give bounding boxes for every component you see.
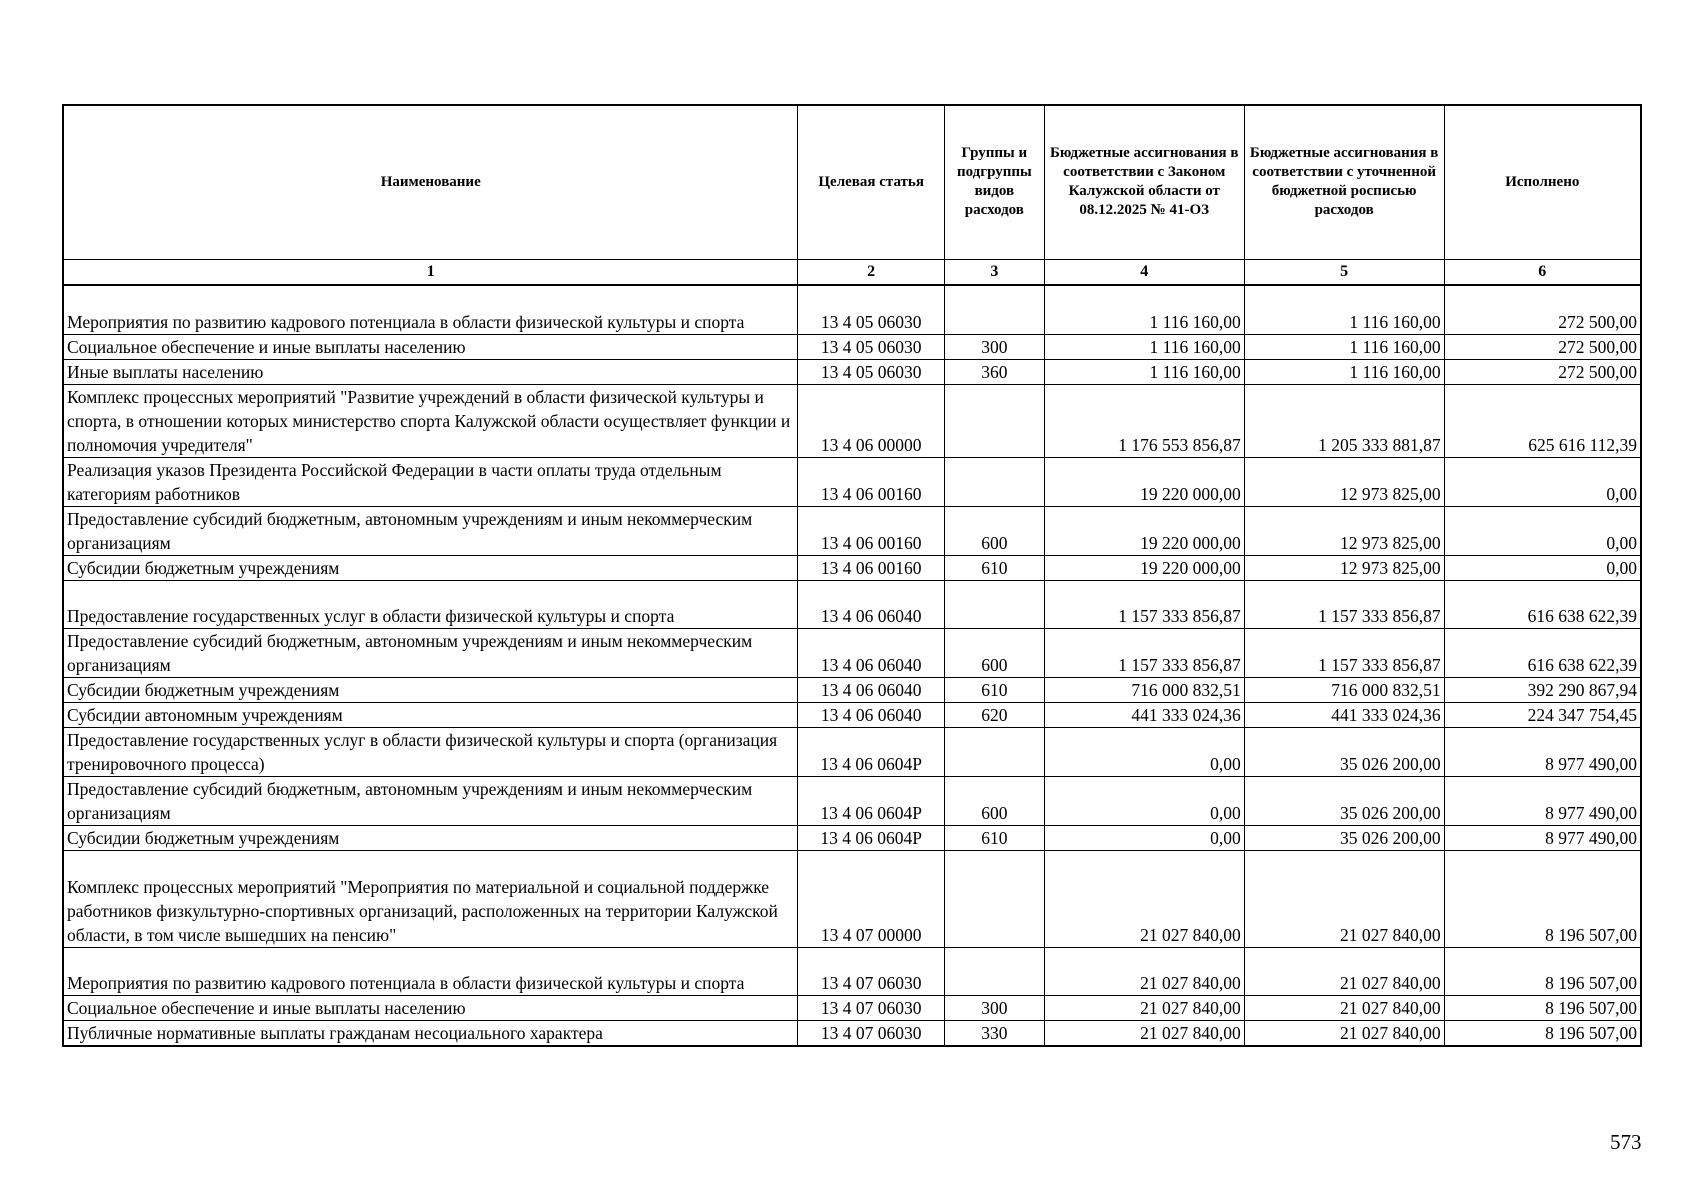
header-name: Наименование [63,105,798,259]
column-number: 2 [798,259,944,285]
row-expense-group [944,728,1044,777]
row-executed-amount: 8 196 507,00 [1444,851,1641,948]
column-number: 3 [944,259,1044,285]
row-target-code: 13 4 06 00000 [798,385,944,458]
row-executed-amount: 8 196 507,00 [1444,996,1641,1021]
row-name: Публичные нормативные выплаты гражданам несоциального характера [63,1021,798,1047]
row-executed-amount: 625 616 112,39 [1444,385,1641,458]
row-name: Субсидии бюджетным учреждениям [63,556,798,581]
row-name: Субсидии бюджетным учреждениям [63,826,798,851]
row-expense-group: 610 [944,678,1044,703]
row-name: Мероприятия по развитию кадрового потенциала в области физической культуры и спорта [63,948,798,996]
row-name: Предоставление субсидий бюджетным, автономным учреждениям и иным некоммерческим организациям [63,777,798,826]
row-law-amount: 0,00 [1044,826,1244,851]
row-law-amount: 1 157 333 856,87 [1044,629,1244,678]
row-expense-group: 620 [944,703,1044,728]
row-law-amount: 1 116 160,00 [1044,360,1244,385]
row-expense-group: 610 [944,826,1044,851]
row-law-amount: 441 333 024,36 [1044,703,1244,728]
header-code: Целевая статья [798,105,944,259]
row-target-code: 13 4 07 00000 [798,851,944,948]
row-expense-group: 300 [944,996,1044,1021]
table-row [63,285,1641,335]
row-refined-amount: 21 027 840,00 [1244,996,1444,1021]
row-name: Комплекс процессных мероприятий "Мероприятия по материальной и социальной поддержке работников физкультурно-спортивных организаций, расположенных на территории Калужской области, в том числе вышедших на пенсию" [63,851,798,948]
row-target-code: 13 4 06 06040 [798,581,944,629]
table-row [63,629,1641,678]
row-expense-group: 600 [944,507,1044,556]
row-executed-amount: 0,00 [1444,507,1641,556]
row-target-code: 13 4 07 06030 [798,1021,944,1047]
row-expense-group: 360 [944,360,1044,385]
table-row [63,826,1641,851]
row-law-amount: 19 220 000,00 [1044,507,1244,556]
table-row [63,777,1641,826]
table-row [63,556,1641,581]
row-law-amount: 1 157 333 856,87 [1044,581,1244,629]
header-law: Бюджетные ассигнования в соответствии с Законом Калужской области от 08.12.2025 № 41-ОЗ [1044,105,1244,259]
row-target-code: 13 4 06 06040 [798,629,944,678]
row-name: Мероприятия по развитию кадрового потенциала в области физической культуры и спорта [63,285,798,335]
row-refined-amount: 12 973 825,00 [1244,556,1444,581]
row-name: Субсидии бюджетным учреждениям [63,678,798,703]
row-law-amount: 21 027 840,00 [1044,851,1244,948]
row-executed-amount: 616 638 622,39 [1444,629,1641,678]
row-expense-group [944,458,1044,507]
row-refined-amount: 1 116 160,00 [1244,360,1444,385]
row-target-code: 13 4 05 06030 [798,360,944,385]
row-name: Предоставление субсидий бюджетным, автономным учреждениям и иным некоммерческим организациям [63,629,798,678]
row-executed-amount: 272 500,00 [1444,285,1641,335]
row-law-amount: 1 116 160,00 [1044,285,1244,335]
budget-table [62,104,1642,1047]
row-refined-amount: 1 157 333 856,87 [1244,581,1444,629]
column-number: 5 [1244,259,1444,285]
row-target-code: 13 4 05 06030 [798,335,944,360]
table-row [63,507,1641,556]
row-target-code: 13 4 06 06040 [798,703,944,728]
row-expense-group: 300 [944,335,1044,360]
row-refined-amount: 12 973 825,00 [1244,458,1444,507]
table-row [63,385,1641,458]
row-executed-amount: 616 638 622,39 [1444,581,1641,629]
row-expense-group [944,581,1044,629]
row-refined-amount: 35 026 200,00 [1244,826,1444,851]
row-expense-group: 600 [944,629,1044,678]
row-name: Реализация указов Президента Российской Федерации в части оплаты труда отдельным категориям работников [63,458,798,507]
row-refined-amount: 1 157 333 856,87 [1244,629,1444,678]
table-body [63,285,1641,1047]
row-executed-amount: 392 290 867,94 [1444,678,1641,703]
row-law-amount: 21 027 840,00 [1044,1021,1244,1047]
row-target-code: 13 4 05 06030 [798,285,944,335]
row-expense-group: 610 [944,556,1044,581]
header-group: Группы и подгруппы видов расходов [944,105,1044,259]
table-row [63,996,1641,1021]
column-number: 1 [63,259,798,285]
row-refined-amount: 1 116 160,00 [1244,285,1444,335]
row-name: Предоставление субсидий бюджетным, автономным учреждениям и иным некоммерческим организациям [63,507,798,556]
row-expense-group [944,948,1044,996]
row-law-amount: 19 220 000,00 [1044,458,1244,507]
row-law-amount: 0,00 [1044,728,1244,777]
row-law-amount: 19 220 000,00 [1044,556,1244,581]
row-law-amount: 1 116 160,00 [1044,335,1244,360]
row-executed-amount: 8 977 490,00 [1444,728,1641,777]
row-name: Субсидии автономным учреждениям [63,703,798,728]
page-number: 573 [1610,1130,1642,1154]
row-refined-amount: 12 973 825,00 [1244,507,1444,556]
table-row [63,948,1641,996]
header-row [63,105,1641,259]
row-name: Предоставление государственных услуг в области физической культуры и спорта (организация тренировочного процесса) [63,728,798,777]
row-executed-amount: 224 347 754,45 [1444,703,1641,728]
row-name: Социальное обеспечение и иные выплаты населению [63,335,798,360]
table-row [63,335,1641,360]
row-refined-amount: 21 027 840,00 [1244,948,1444,996]
row-executed-amount: 8 196 507,00 [1444,1021,1641,1047]
row-executed-amount: 0,00 [1444,556,1641,581]
row-name: Комплекс процессных мероприятий "Развитие учреждений в области физической культуры и спорта, в отношении которых министерство спорта Калужской области осуществляет функции и полномочия учредителя" [63,385,798,458]
row-name: Социальное обеспечение и иные выплаты населению [63,996,798,1021]
row-executed-amount: 272 500,00 [1444,335,1641,360]
row-executed-amount: 8 196 507,00 [1444,948,1641,996]
row-target-code: 13 4 06 00160 [798,507,944,556]
table-row [63,458,1641,507]
row-target-code: 13 4 06 0604Р [798,777,944,826]
row-refined-amount: 441 333 024,36 [1244,703,1444,728]
row-expense-group [944,385,1044,458]
row-name: Предоставление государственных услуг в области физической культуры и спорта [63,581,798,629]
row-refined-amount: 1 116 160,00 [1244,335,1444,360]
row-law-amount: 716 000 832,51 [1044,678,1244,703]
row-expense-group [944,285,1044,335]
row-expense-group: 600 [944,777,1044,826]
row-refined-amount: 21 027 840,00 [1244,851,1444,948]
row-executed-amount: 8 977 490,00 [1444,777,1641,826]
row-refined-amount: 35 026 200,00 [1244,728,1444,777]
row-executed-amount: 8 977 490,00 [1444,826,1641,851]
header-refined: Бюджетные ассигнования в соответствии с уточненной бюджетной росписью расходов [1244,105,1444,259]
table-row [63,581,1641,629]
table-row [63,703,1641,728]
row-executed-amount: 272 500,00 [1444,360,1641,385]
column-number: 6 [1444,259,1641,285]
row-law-amount: 21 027 840,00 [1044,948,1244,996]
row-target-code: 13 4 06 00160 [798,556,944,581]
row-law-amount: 21 027 840,00 [1044,996,1244,1021]
table-row [63,360,1641,385]
row-executed-amount: 0,00 [1444,458,1641,507]
table-row [63,678,1641,703]
row-target-code: 13 4 06 0604Р [798,826,944,851]
row-target-code: 13 4 06 00160 [798,458,944,507]
table-row [63,851,1641,948]
row-target-code: 13 4 06 0604Р [798,728,944,777]
column-number-row [63,259,1641,285]
row-name: Иные выплаты населению [63,360,798,385]
header-done: Исполнено [1444,105,1641,259]
row-target-code: 13 4 07 06030 [798,948,944,996]
row-target-code: 13 4 06 06040 [798,678,944,703]
table-row [63,728,1641,777]
row-refined-amount: 716 000 832,51 [1244,678,1444,703]
table-row [63,1021,1641,1047]
row-law-amount: 1 176 553 856,87 [1044,385,1244,458]
row-target-code: 13 4 07 06030 [798,996,944,1021]
column-number: 4 [1044,259,1244,285]
row-refined-amount: 35 026 200,00 [1244,777,1444,826]
row-expense-group [944,851,1044,948]
row-law-amount: 0,00 [1044,777,1244,826]
row-expense-group: 330 [944,1021,1044,1047]
row-refined-amount: 1 205 333 881,87 [1244,385,1444,458]
row-refined-amount: 21 027 840,00 [1244,1021,1444,1047]
